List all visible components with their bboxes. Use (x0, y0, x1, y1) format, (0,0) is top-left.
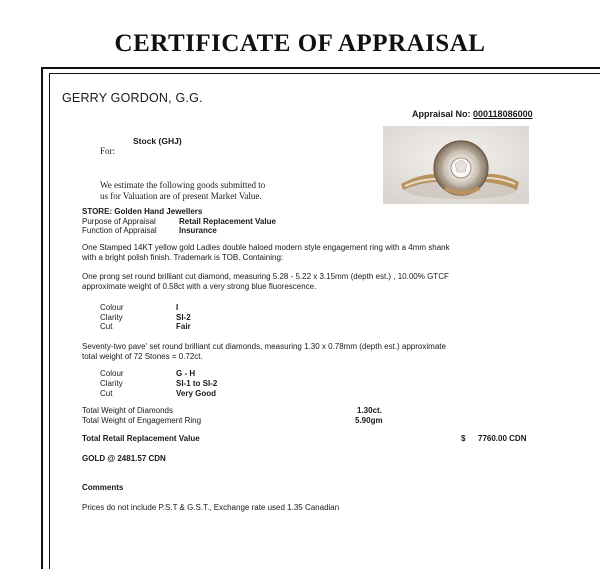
center-clarity-label: Clarity (100, 313, 123, 322)
certificate-title: CERTIFICATE OF APPRAISAL (114, 30, 486, 57)
center-stone-line-1: One prong set round brilliant cut diamond, measuring 5.28 - 5.22 x 3.15mm (depth est.) , 10.00% GTCF (82, 272, 449, 281)
appraiser-name: GERRY GORDON, G.G. (62, 91, 203, 105)
total-retail-label: Total Retail Replacement Value (82, 434, 200, 443)
total-retail-currency: $ (461, 434, 466, 443)
store-name: STORE: Golden Hand Jewellers (82, 207, 203, 216)
side-cut-label: Cut (100, 389, 113, 398)
for-label: For: (100, 146, 116, 156)
center-stone-description (82, 272, 449, 292)
purpose-label: Purpose of Appraisal (82, 217, 156, 226)
comments-heading: Comments (82, 483, 124, 492)
ring-description (82, 243, 450, 263)
intro-statement (100, 180, 265, 202)
side-colour-value: G - H (176, 369, 196, 378)
comments-text: Prices do not include P.S.T & G.S.T., Exchange rate used 1.35 Canadian (82, 503, 340, 512)
center-cut-label: Cut (100, 322, 113, 331)
frame-inner-border-top (49, 73, 600, 74)
center-colour-label: Colour (100, 303, 124, 312)
center-stone-line-2: approximate weight of 0.58ct with a very strong blue fluorescence. (82, 282, 317, 291)
center-clarity-value: SI-2 (176, 313, 191, 322)
appraisal-number-label: Appraisal No: (412, 109, 471, 119)
purpose-value: Retail Replacement Value (179, 217, 276, 226)
ring-photo (383, 126, 529, 204)
intro-line-1: We estimate the following goods submitted to (100, 180, 266, 190)
ring-description-line-1: One Stamped 14KT yellow gold Ladies double haloed modern style engagement ring with a 4mm shank (82, 243, 450, 252)
side-stones-line-1: Seventy-two pave' set round brilliant cut diamonds, measuring 1.30 x 0.78mm (depth est.) approximate (82, 342, 446, 351)
function-value: Insurance (179, 226, 217, 235)
ring-description-line-2: with a bright polish finish. Trademark is TOB. Containing: (82, 253, 284, 262)
side-stones-description (82, 342, 446, 362)
ring-photo-image (383, 126, 529, 204)
side-colour-label: Colour (100, 369, 124, 378)
total-ring-weight-label: Total Weight of Engagement Ring (82, 416, 202, 425)
center-colour-value: I (176, 303, 179, 312)
appraisal-number (412, 109, 533, 119)
side-stones-line-2: total weight of 72 Stones = 0.72ct. (82, 352, 203, 361)
side-clarity-label: Clarity (100, 379, 123, 388)
side-clarity-value: SI-1 to SI-2 (176, 379, 218, 388)
intro-line-2: us for Valuation are of present Market Value. (100, 191, 262, 201)
total-retail-value: 7760.00 CDN (478, 434, 527, 443)
total-diamonds-value: 1.30ct. (357, 406, 382, 415)
frame-inner-border-left (49, 73, 50, 569)
frame-border-top (41, 67, 600, 69)
total-diamonds-label: Total Weight of Diamonds (82, 406, 174, 415)
side-cut-value: Very Good (176, 389, 217, 398)
gold-price: GOLD @ 2481.57 CDN (82, 454, 166, 463)
total-ring-weight-value: 5.90gm (355, 416, 383, 425)
function-label: Function of Appraisal (82, 226, 157, 235)
appraisal-number-value: 000118086000 (473, 109, 533, 119)
stock-code: Stock (GHJ) (133, 136, 182, 146)
frame-border-left (41, 67, 43, 569)
center-cut-value: Fair (176, 322, 191, 331)
